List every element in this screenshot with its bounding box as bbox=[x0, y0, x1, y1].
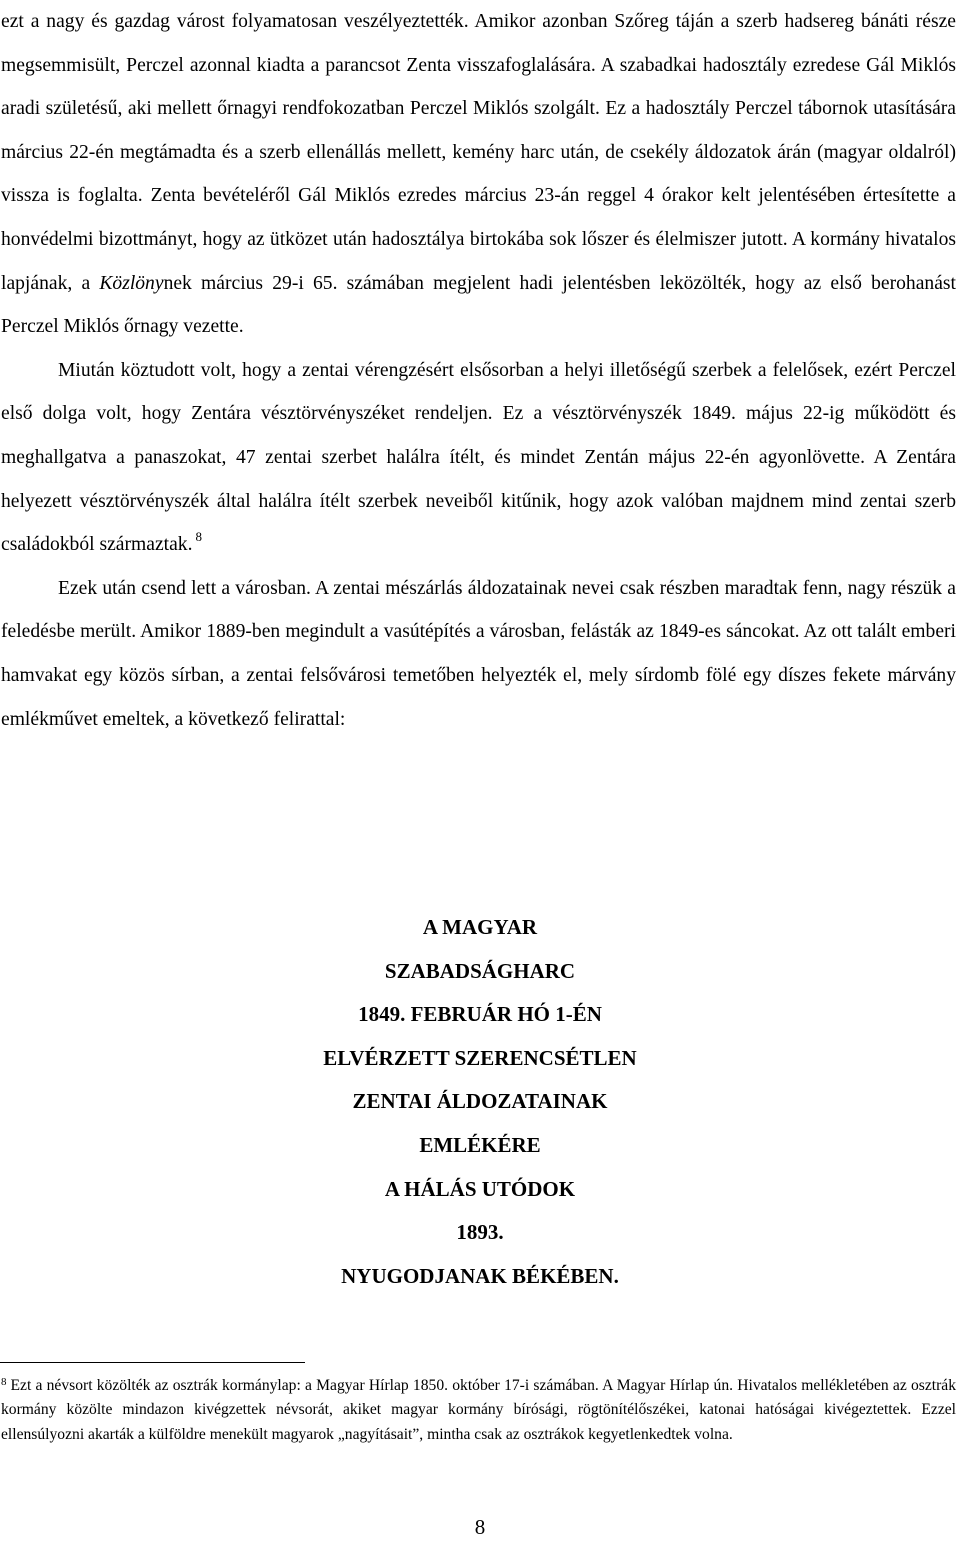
memorial-inscription bbox=[0, 906, 960, 1298]
paragraph-1-text: ezt a nagy és gazdag várost folyamatosan veszélyeztették. Amikor azonban Szőreg táján a szerb hadsereg bánáti része megsemmisült, Perczel azonnal kiadta a parancsot Zenta visszafoglalására. A szabadkai hadosztály ezredese Gál Miklós aradi születésű, aki mellett őrnagyi rendfokozatban Perczel Miklós szolgált. Ez a hadosztály Perczel tábornok utasítására március 22-én megtámadta és a szerb ellenállás mellett, kemény harc után, de csekély áldozatok árán (magyar oldalról) vissza is foglalta. Zenta bevételéről Gál Miklós ezredes március 23-án reggel 4 órakor kelt jelentésében értesítette a honvédelmi bizottmányt, hogy az ütközet után hadosztálya birtokába sok lőszer és élelmiszer jutott. A kormány hivatalos lapjának, a bbox=[1, 11, 956, 294]
paragraph-3-text: Ezek után csend lett a városban. A zentai mészárlás áldozatainak nevei csak részben maradtak fenn, nagy részük a feledésbe merült. Amikor 1889-ben megindult a vasútépítés a városban, felásták az 1849-es sáncokat. Az ott talált emberi hamvakat egy közös sírban, a zentai felsővárosi temetőben helyezték el, mely sírdomb fölé egy díszes fekete márvány emlékművet emeltek, a következő felirattal: bbox=[1, 577, 956, 730]
inscription-line: 1849. FEBRUÁR HÓ 1-ÉN bbox=[358, 1002, 602, 1027]
italic-publication-title: Közlöny bbox=[99, 272, 164, 294]
footnote-separator bbox=[0, 1362, 305, 1363]
footnote-paragraph bbox=[1, 1374, 956, 1447]
paragraph-2 bbox=[1, 349, 956, 567]
paragraph-2-text: Miután köztudott volt, hogy a zentai vérengzésért elsősorban a helyi illetőségű szerbek a felelősek, ezért Perczel első dolga volt, hogy Zentára vésztörvényszéket rendeljen. Ez a vésztörvényszék 1849. május 22-ig működött és meghallgatva a panaszokat, 47 zentai szerbet halálra ítélt, és mindet Zentán május 22-én agyonlövette. A Zentára helyezett vésztörvényszék által halálra ítélt szerbek neveiből kitűnik, hogy azok valóban majdnem mind zentai szerb családokból származtak. bbox=[1, 359, 956, 556]
paragraph-1 bbox=[1, 0, 956, 349]
footnote-number: 8 bbox=[1, 1376, 7, 1388]
inscription-line: A HÁLÁS UTÓDOK bbox=[384, 1176, 576, 1201]
inscription-line: A MAGYAR bbox=[422, 915, 538, 939]
inscription-line: ZENTAI ÁLDOZATAINAK bbox=[352, 1089, 608, 1114]
page-number: 8 bbox=[474, 1515, 486, 1539]
inscription-line: SZABADSÁGHARC bbox=[384, 958, 576, 983]
footnote-text: Ezt a névsort közölték az osztrák kormánylap: a Magyar Hírlap 1850. október 17-i számában. A Magyar Hírlap ún. Hivatalos mellékletében az osztrák kormány közölte mindazon kivégzettek névsorát, akiket magyar kormány bírósági, rögtönítélőszékei, katonai hatóságai kivégeztettek. Ezzel ellensúlyozni akarták a külföldre menekült magyarok „nagyításait”, mintha csak az osztrákok kegyetlenkedtek volna. bbox=[1, 1377, 956, 1443]
paragraph-1-text-end: nek március 29-i 65. számában megjelent hadi jelentésben leközölték, hogy az első berohanást Perczel Miklós őrnagy vezette. bbox=[1, 272, 956, 338]
paragraph-3 bbox=[1, 567, 956, 741]
footnote bbox=[1, 1374, 956, 1447]
inscription-line: NYUGODJANAK BÉKÉBEN. bbox=[341, 1263, 619, 1288]
inscription-line: ELVÉRZETT SZERENCSÉTLEN bbox=[323, 1045, 637, 1070]
inscription-line: 1893. bbox=[456, 1220, 504, 1245]
inscription-line: EMLÉKÉRE bbox=[419, 1132, 541, 1157]
footnote-reference[interactable]: 8 bbox=[195, 529, 202, 545]
body-text bbox=[1, 0, 956, 741]
